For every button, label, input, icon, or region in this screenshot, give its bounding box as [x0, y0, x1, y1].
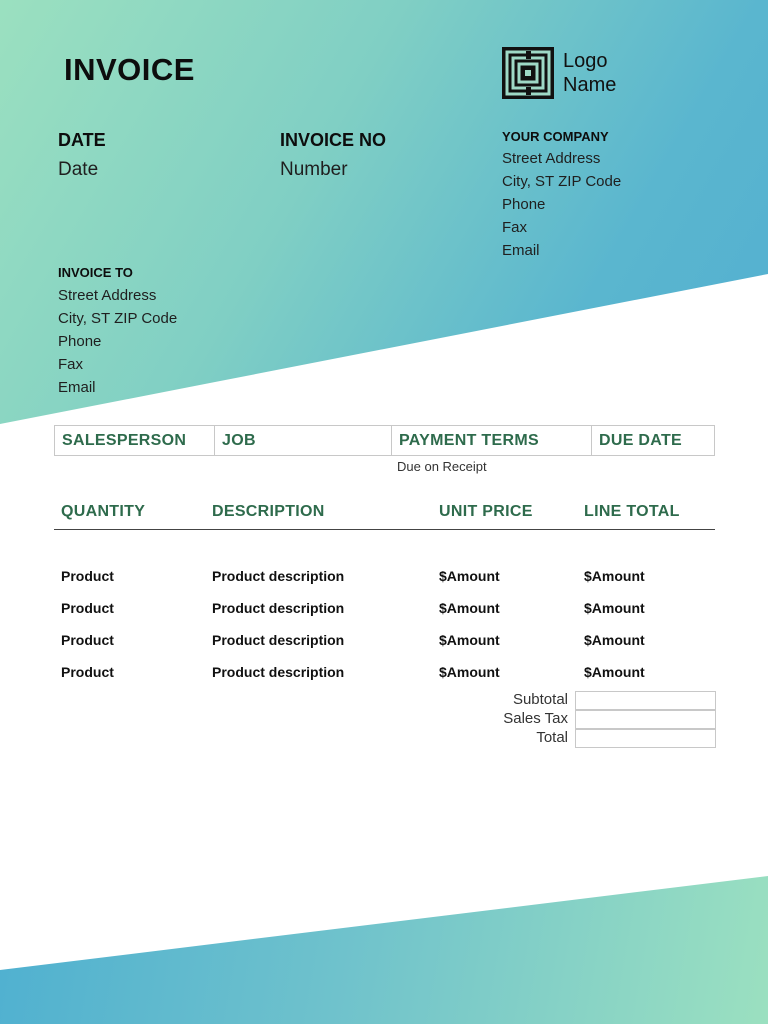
row-quantity: Product: [61, 664, 114, 680]
row-unit-price: $Amount: [439, 600, 500, 616]
footer-background: [0, 870, 768, 1024]
company-fax: Fax: [502, 219, 528, 236]
sales-tax-field[interactable]: [575, 710, 716, 729]
total-label: Total: [536, 729, 568, 746]
quantity-header: QUANTITY: [61, 503, 146, 520]
invoice-to-city: City, ST ZIP Code: [58, 310, 178, 327]
total-field[interactable]: [575, 729, 716, 748]
row-unit-price: $Amount: [439, 632, 500, 648]
subtotal-label: Subtotal: [512, 691, 568, 708]
sales-tax-label: Sales Tax: [503, 710, 568, 727]
row-quantity: Product: [61, 568, 114, 584]
table-divider: [54, 529, 715, 530]
line-total-header: LINE TOTAL: [584, 503, 680, 520]
invoice-to-street: Street Address: [58, 287, 157, 304]
description-header: DESCRIPTION: [212, 503, 325, 520]
due-date-header: DUE DATE: [592, 426, 715, 456]
salesperson-header: SALESPERSON: [55, 426, 215, 456]
company-label: YOUR COMPANY: [502, 129, 609, 144]
date-label: DATE: [58, 130, 106, 150]
invoice-to-email: Email: [58, 379, 96, 396]
invoice-to-address: [58, 284, 177, 399]
row-line-total: $Amount: [584, 632, 645, 648]
sales-info-table: [54, 425, 715, 456]
invoice-no-label: INVOICE NO: [280, 130, 387, 150]
job-header: JOB: [215, 426, 392, 456]
company-email: Email: [502, 242, 540, 259]
row-unit-price: $Amount: [439, 568, 500, 584]
table-row: [0, 600, 768, 620]
row-unit-price: $Amount: [439, 664, 500, 680]
company-city: City, ST ZIP Code: [502, 173, 622, 190]
date-value[interactable]: Date: [58, 159, 99, 180]
invoice-no-value[interactable]: Number: [280, 159, 348, 180]
logo-icon: [502, 47, 554, 99]
row-quantity: Product: [61, 632, 114, 648]
logo-name: [563, 49, 616, 97]
subtotal-field[interactable]: [575, 691, 716, 710]
row-line-total: $Amount: [584, 568, 645, 584]
company-address: [502, 147, 621, 262]
invoice-title: INVOICE: [64, 52, 195, 87]
payment-terms-header: PAYMENT TERMS: [392, 426, 592, 456]
payment-terms-value: Due on Receipt: [397, 459, 487, 474]
table-row: [0, 664, 768, 684]
row-description: Product description: [212, 600, 345, 616]
row-description: Product description: [212, 568, 345, 584]
table-row: [0, 632, 768, 652]
row-description: Product description: [212, 664, 345, 680]
row-line-total: $Amount: [584, 664, 645, 680]
row-quantity: Product: [61, 600, 114, 616]
invoice-to-phone: Phone: [58, 333, 102, 350]
invoice-to-fax: Fax: [58, 356, 84, 373]
row-description: Product description: [212, 632, 345, 648]
table-row: [0, 568, 768, 588]
company-phone: Phone: [502, 196, 546, 213]
logo-line-2: Name: [563, 74, 617, 96]
invoice-to-label: INVOICE TO: [58, 265, 133, 280]
company-street: Street Address: [502, 150, 601, 167]
unit-price-header: UNIT PRICE: [439, 503, 533, 520]
row-line-total: $Amount: [584, 600, 645, 616]
logo-line-1: Logo: [563, 50, 608, 72]
